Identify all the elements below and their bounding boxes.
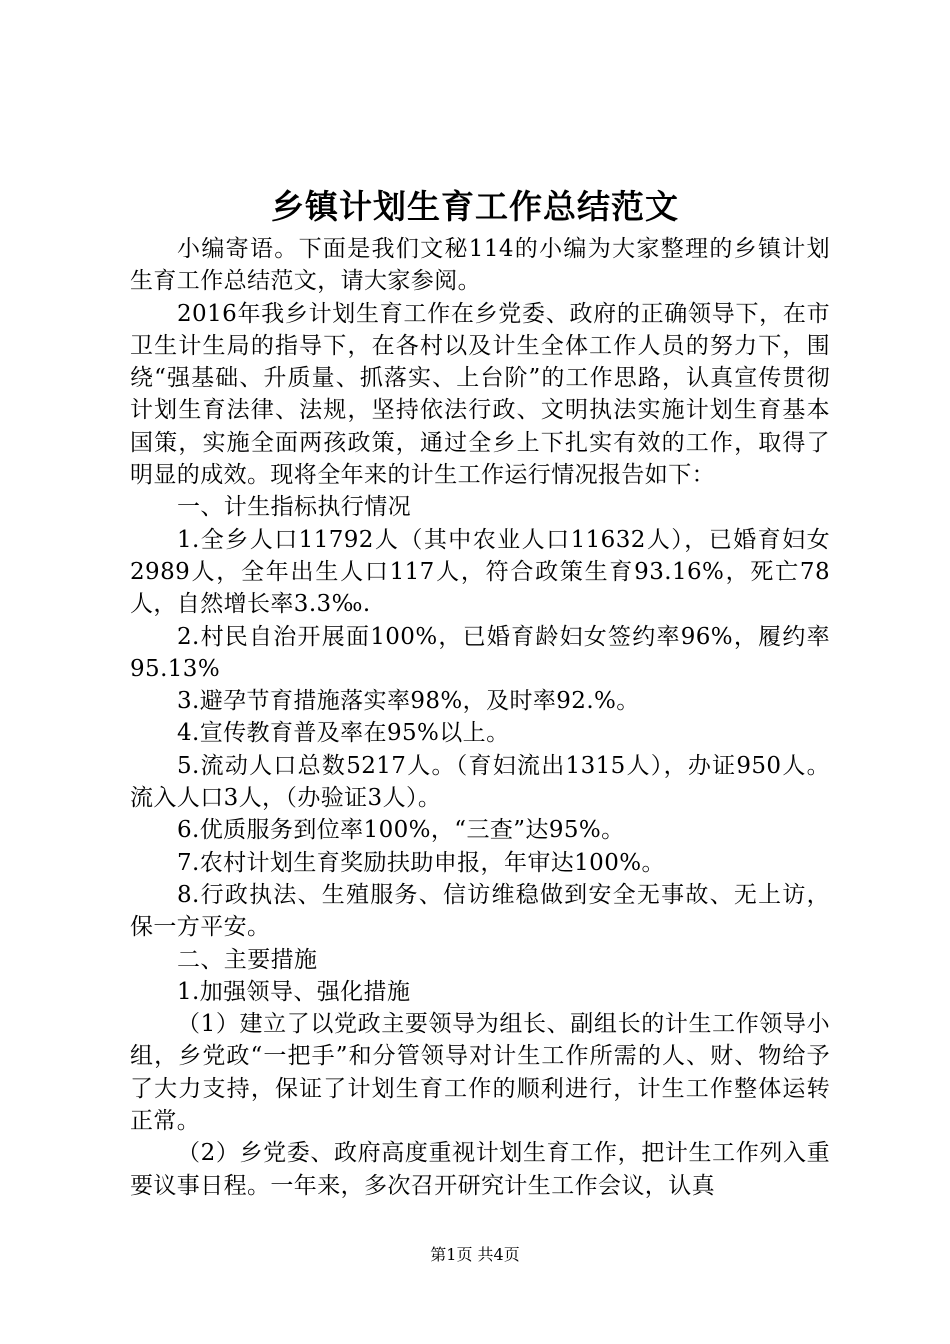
paragraph: 4.宣传教育普及率在95%以上。 [177,720,510,747]
subsection-heading: 1.加强领导、强化措施 [177,978,411,1005]
paragraph: 小编寄语。下面是我们文秘114的小编为大家整理的乡镇计划生育工作总结范文，请大家参阅。 [130,236,830,295]
paragraph: （2）乡党委、政府高度重视计划生育工作，把计生工作列入重要议事日程。一年来，多次召开研究计生工作会议，认真 [130,1140,830,1199]
paragraph: 2.村民自治开展面100%，已婚育龄妇女签约率96%，履约率95.13% [130,623,830,682]
paragraph: 5.流动人口总数5217人。（育妇流出1315人），办证950人。流入人口3人，（办验证3人）。 [130,752,830,812]
section-heading: 一、计生指标执行情况 [177,494,411,521]
document-title: 乡镇计划生育工作总结范文 [271,187,679,226]
document-body [130,233,830,1202]
paragraph: 3.避孕节育措施落实率98%，及时率92.%。 [177,688,640,715]
paragraph: （1）建立了以党政主要领导为组长、副组长的计生工作领导小组，乡党政“一把手”和分管领导对计生工作所需的人、财、物给予了大力支持，保证了计划生育工作的顺利进行，计生工作整体运转正常。 [130,1011,830,1135]
paragraph: 1.全乡人口11792人（其中农业人口11632人），已婚育妇女2989人，全年出生人口117人，符合政策生育93.16%，死亡78人，自然增长率3.3‰. [130,526,830,618]
paragraph: 8.行政执法、生殖服务、信访维稳做到安全无事故、无上访，保一方平安。 [130,881,830,941]
paragraph: 7.农村计划生育奖励扶助申报，年审达100%。 [177,849,665,876]
page-footer: 第1页 共4页 [430,1245,520,1264]
paragraph: 2016年我乡计划生育工作在乡党委、政府的正确领导下，在市卫生计生局的指导下，在各村以及计生全体工作人员的努力下，围绕“强基础、升质量、抓落实、上台阶”的工作思路，认真宣传贯彻计划生育法律、法规，坚持依法行政、文明执法实施计划生育基本国策，实施全面两孩政策，通过全乡上下扎实有效的工作，取得了明显的成效。现将全年来的计生工作运行情况报告如下： [130,300,830,489]
paragraph: 6.优质服务到位率100%，“三查”达95%。 [177,817,625,844]
section-heading: 二、主要措施 [177,946,318,973]
